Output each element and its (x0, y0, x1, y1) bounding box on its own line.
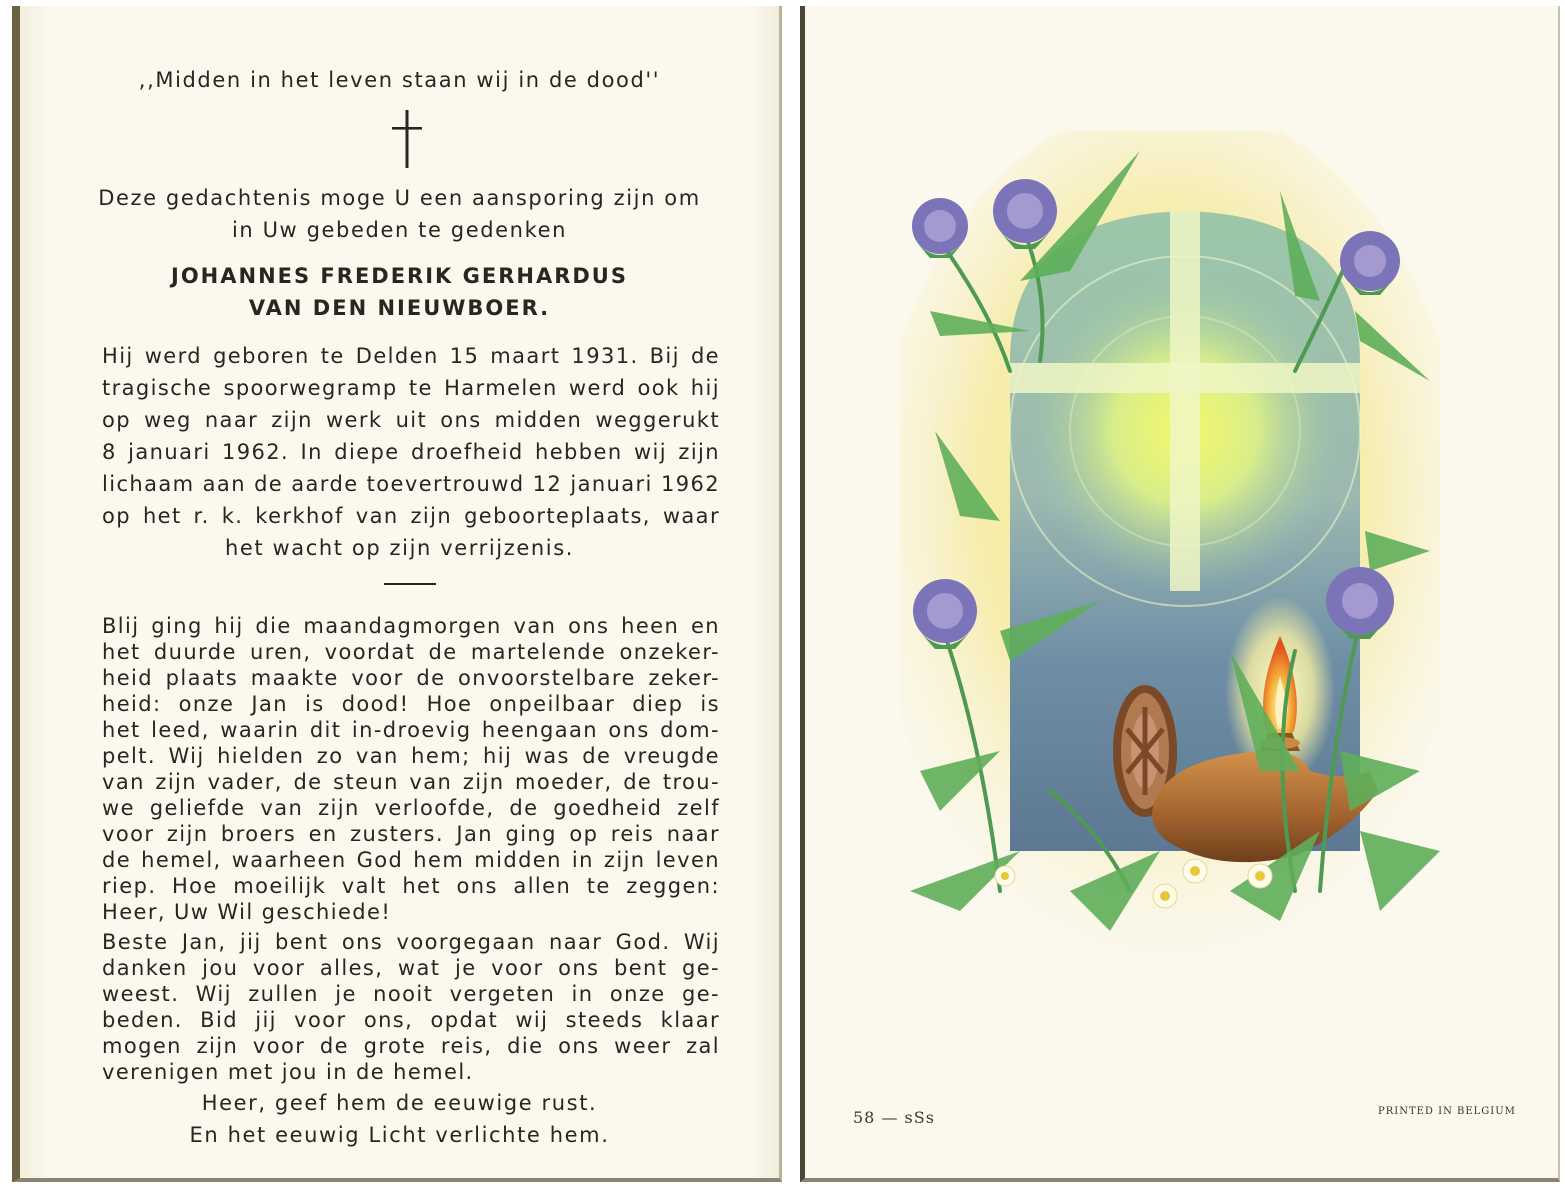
prayer-line-1: Heer, geef hem de eeuwige rust. (201, 1091, 598, 1115)
paragraph2-line: Heer, Uw Wil geschiede! (102, 900, 392, 924)
paragraph1-line: lichaam aan de aarde toevertrouwd 12 januari 1962 (102, 472, 720, 496)
paragraph1-line: op het r. k. kerkhof van zijn geboorteplaats, waar (102, 504, 720, 528)
cross-window-oil-lamp-thistles-illustration (900, 131, 1440, 961)
paragraph3-line: danken jou voor alles, wat je voor ons bent ge- (102, 956, 720, 980)
paragraph2-line: Blij ging hij die maandagmorgen van ons heen en (102, 614, 720, 638)
paragraph2-line: heid: onze Jan is dood! Hoe onpeilbaar diep is (102, 692, 720, 716)
motto: ,,Midden in het leven staan wij in de dood'' (138, 68, 661, 92)
paragraph3-line: Beste Jan, jij bent ons voorgegaan naar God. Wij (102, 930, 720, 954)
deceased-name-line-1: JOHANNES FREDERIK GERHARDUS (171, 264, 628, 288)
paragraph2-line: voor zijn broers en zusters. Jan ging op reis naar (102, 822, 720, 846)
divider (384, 583, 436, 585)
paragraph2-line: het duurde uren, voordat de martelende onzeker- (102, 640, 720, 664)
paragraph3-line: mogen zijn voor de grote reis, die ons weer zal (102, 1034, 720, 1058)
memorial-image-card (800, 6, 1560, 1182)
intro-line-1: Deze gedachtenis moge U een aansporing zijn om (98, 186, 701, 210)
paragraph2-line: de hemel, waarheen God hem midden in zijn leven (102, 848, 720, 872)
printed-in-belgium: PRINTED IN BELGIUM (1378, 1106, 1516, 1117)
paragraph2-line: van zijn vader, de steun van zijn moeder, de trou- (102, 770, 720, 794)
paragraph2-line: riep. Hoe moeilijk valt het ons allen te zeggen: (102, 874, 720, 898)
paragraph1-line: Hij werd geboren te Delden 15 maart 1931. Bij de (102, 344, 720, 368)
catalog-number: 58 — sSs (853, 1108, 935, 1127)
intro-line-2: in Uw gebeden te gedenken (231, 218, 568, 242)
paragraph2-line: heid plaats maakte voor de onvoorstelbare zeker- (102, 666, 720, 690)
prayer-line-2: En het eeuwig Licht verlichte hem. (189, 1123, 610, 1147)
paragraph2-line: pelt. Wij hielden zo van hem; hij was de vreugde (102, 744, 720, 768)
paragraph1-line: 8 januari 1962. In diepe droefheid hebben wij zijn (102, 440, 720, 464)
paragraph1-line: het wacht op zijn verrijzenis. (224, 536, 575, 560)
paragraph2-line: het leed, waarin dit in-droevig heengaan ons dom- (102, 718, 720, 742)
paragraph2-line: we geliefde van zijn verloofde, de goedheid zelf (102, 796, 720, 820)
memorial-text-card (12, 6, 782, 1182)
paragraph3-line: beden. Bid jij voor ons, opdat wij steeds klaar (102, 1008, 720, 1032)
cross-icon (392, 110, 422, 168)
paragraph1-line: tragische spoorwegramp te Harmelen werd ook hij (102, 376, 720, 400)
deceased-name-line-2: VAN DEN NIEUWBOER. (248, 296, 551, 320)
paragraph3-line: verenigen met jou in de hemel. (102, 1060, 474, 1084)
paragraph1-line: op weg naar zijn werk uit ons midden weggerukt (102, 408, 720, 432)
paragraph3-line: weest. Wij zullen je nooit vergeten in onze ge- (102, 982, 720, 1006)
